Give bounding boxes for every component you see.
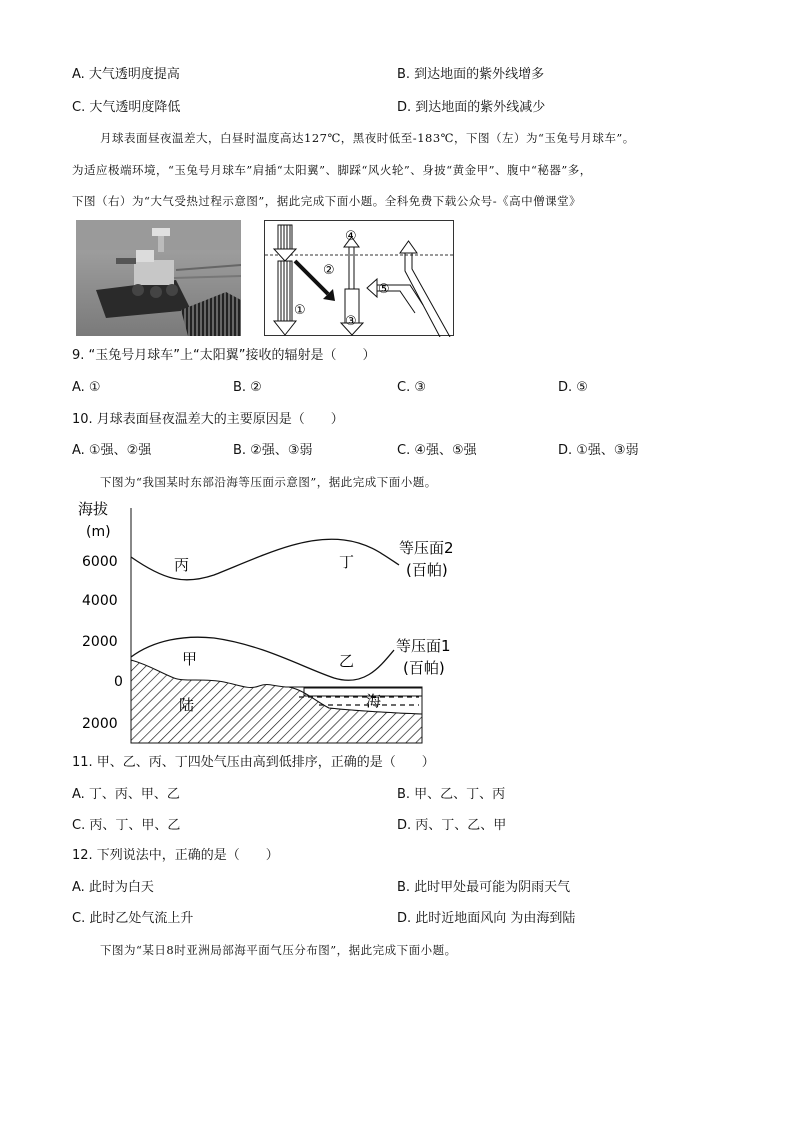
label-yi: 乙	[339, 652, 355, 670]
q8-option-c: C. 大气透明度降低	[72, 100, 181, 115]
q10-option-a: A. ①强、②强	[72, 443, 152, 458]
label-bing: 丙	[174, 556, 190, 574]
intro2: 下图为“我国某时东部沿海等压面示意图”，据此完成下面小题。	[100, 475, 437, 489]
label-3: ③	[345, 314, 357, 329]
label-2: ②	[323, 263, 335, 278]
q11-option-d: D. 丙、丁、乙、甲	[397, 818, 507, 833]
q12-option-d: D. 此时近地面风向 为由海到陆	[397, 911, 576, 926]
y-tick-4000: 4000	[82, 593, 118, 609]
q11-option-b: B. 甲、乙、丁、丙	[397, 787, 506, 802]
q11-option-c: C. 丙、丁、甲、乙	[72, 818, 181, 833]
q11-option-a: A. 丁、丙、甲、乙	[72, 787, 180, 802]
q12-option-c: C. 此时乙处气流上升	[72, 911, 194, 926]
q9-option-a: A. ①	[72, 380, 101, 395]
y-title-1: 海拔	[78, 500, 109, 518]
label-5: ⑤	[378, 282, 390, 297]
surface1-label: 等压面1	[396, 637, 451, 655]
isobaric-surface-2	[131, 539, 399, 580]
q12-option-a: A. 此时为白天	[72, 880, 154, 895]
isobaric-surface-diagram	[74, 500, 474, 745]
arrow-4	[344, 237, 359, 289]
label-land: 陆	[179, 696, 195, 714]
yutu-rover-image	[76, 220, 241, 336]
q9-option-c: C. ③	[397, 380, 426, 395]
q8-option-d: D. 到达地面的紫外线减少	[397, 100, 546, 115]
y-title-2: (m)	[86, 524, 111, 540]
y-tick-2000-lower: 2000	[82, 716, 118, 732]
q12-option-b: B. 此时甲处最可能为阴雨天气	[397, 880, 571, 895]
atmospheric-heating-diagram	[264, 220, 454, 336]
surface1-unit: (百帕)	[403, 659, 445, 677]
q11-stem: 11. 甲、乙、丙、丁四处气压由高到低排序，正确的是（ ）	[72, 755, 435, 770]
q10-option-d: D. ①强、③弱	[558, 443, 639, 458]
q8-option-a: A. 大气透明度提高	[72, 67, 180, 82]
intro3: 下图为“某日8时亚洲局部海平面气压分布图”，据此完成下面小题。	[100, 943, 457, 957]
intro1-line3: 下图（右）为“大气受热过程示意图”，据此完成下面小题。全科免费下载公众号-《高中僧课堂》	[72, 194, 582, 208]
yutu-rover-photo	[76, 220, 241, 336]
surface2-label: 等压面2	[399, 539, 454, 557]
label-ding: 丁	[339, 553, 355, 571]
y-tick-2000: 2000	[82, 634, 118, 650]
q10-option-b: B. ②强、③弱	[233, 443, 313, 458]
y-tick-0: 0	[114, 674, 123, 690]
arrow-solar-radiation	[274, 225, 296, 335]
q10-stem: 10. 月球表面昼夜温差大的主要原因是（ ）	[72, 412, 344, 427]
label-sea: 海	[366, 692, 382, 710]
q9-option-d: D. ⑤	[558, 380, 588, 395]
q9-stem: 9. “玉兔号月球车”上“太阳翼”接收的辐射是（ ）	[72, 348, 376, 363]
y-tick-6000: 6000	[82, 554, 118, 570]
label-4: ④	[345, 229, 357, 244]
intro1-line2: 为适应极端环境，“玉兔号月球车”肩插“太阳翼”、脚踩“风火轮”、身披“黄金甲”、腹中“秘器”多，	[72, 163, 592, 177]
surface2-unit: (百帕)	[406, 561, 448, 579]
intro1-line1: 月球表面昼夜温差大，白昼时温度高达127℃，黑夜时低至-183℃，下图（左）为“玉兔号月球车”。	[100, 131, 635, 145]
isobaric-surface-1	[131, 637, 394, 680]
q9-option-b: B. ②	[233, 380, 262, 395]
q10-option-c: C. ④强、⑤强	[397, 443, 477, 458]
label-jia: 甲	[182, 650, 198, 668]
label-1: ①	[294, 303, 306, 318]
q8-option-b: B. 到达地面的紫外线增多	[397, 67, 545, 82]
q12-stem: 12. 下列说法中，正确的是（ ）	[72, 848, 279, 863]
